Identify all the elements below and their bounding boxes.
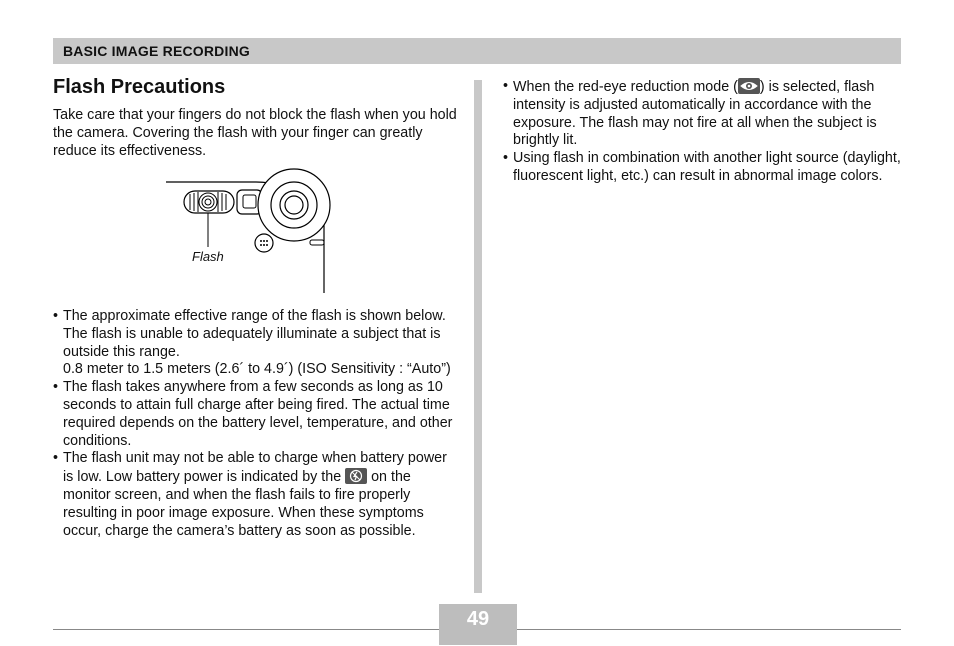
list-item [503,150,901,186]
list-item [53,379,458,450]
bullet-text: Using flash in combination with another light source (daylight, fluorescent light, etc.) can result in abnormal image colors. [513,150,901,184]
bullet-marker: • [503,78,509,94]
page-title: Flash Precautions [53,76,226,98]
bullet-marker: • [503,150,509,167]
red-eye-icon [738,78,760,94]
flash-off-icon [345,468,367,484]
list-item [53,450,458,540]
bullet-text-continued: ) is selected, flash intensity is adjusted automatically in accordance with the exposure. The flash may not fire at all when the subject is brightly lit. [513,79,877,149]
bullet-marker: • [53,308,59,324]
page-number-box [439,604,517,645]
section-header-bar [53,38,901,64]
bullet-text-continued: on the monitor screen, and when the flash fails to fire properly resulting in poor image exposure. When these symptoms occur, charge the camera’s battery as soon as possible. [63,469,424,539]
list-item [53,308,458,379]
section-header-label: BASIC IMAGE RECORDING [63,43,250,59]
left-bullet-list [53,308,458,540]
bullet-text: The flash takes anywhere from a few seconds as long as 10 seconds to attain full charge after being fired. The actual time required depends on the battery level, temperature, and other conditions. [63,379,453,449]
bullet-text: When the red-eye reduction mode ( [513,79,738,95]
camera-flash-illustration [166,165,336,295]
flash-range-text: 0.8 meter to 1.5 meters (2.6´ to 4.9´) (ISO Sensitivity : “Auto”) [63,361,451,378]
bullet-text: The flash unit may not be able to charge when battery power is low. Low battery power is indicated by the [63,450,447,486]
figure-caption-flash: Flash [192,249,224,264]
bullet-text: The approximate effective range of the flash is shown below. The flash is unable to adequately illuminate a subject that is outside this range. [63,308,446,360]
column-divider [474,80,482,593]
page-number: 49 [466,608,490,630]
list-item [503,78,901,150]
bullet-marker: • [53,450,59,467]
bullet-marker: • [53,379,59,396]
right-bullet-list [503,78,901,186]
intro-paragraph: Take care that your fingers do not block the flash when you hold the camera. Covering the flash with your finger can greatly reduce its effectiveness. [53,107,457,159]
